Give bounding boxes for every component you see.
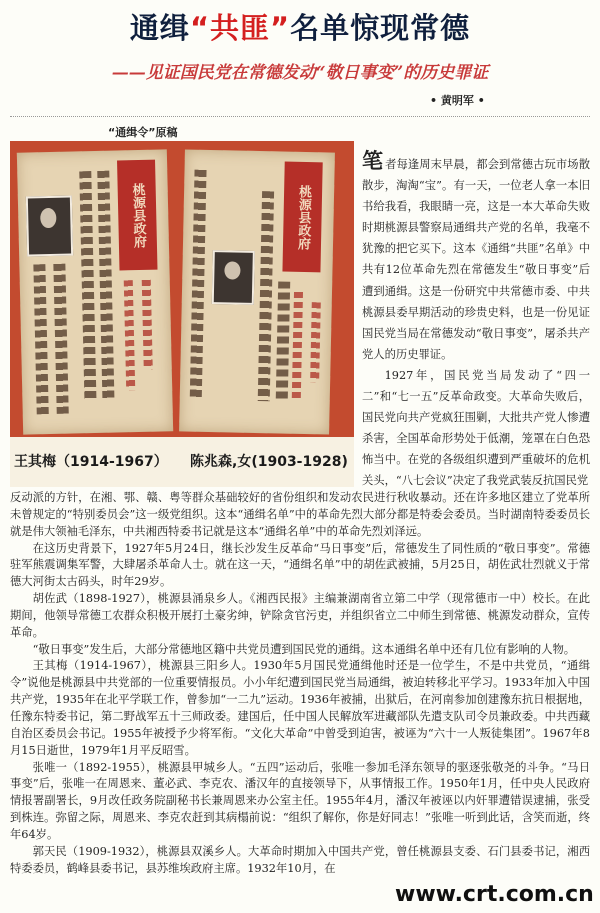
title-prefix: 通缉 — [129, 11, 190, 45]
title-suffix: 名单惊现常德 — [290, 11, 471, 45]
photo-name-bar — [10, 437, 354, 487]
paragraph: 郭天民（1909-1932），桃源县双溪乡人。大革命时期加入中国共产党，曾任桃源县支委、石门县委书记，湘西特委委员，鹤峰县委书记，县苏维埃政府主席。1932年10月，在 — [10, 844, 590, 875]
title-highlight: “共匪” — [189, 11, 291, 45]
article-title — [0, 6, 600, 47]
paragraph: 笔者每逢周末早晨，都会到常德古玩市场散散步，淘淘“宝”。有一天，一位老人拿一本旧书给我看，我眼睛一亮，这是一本大革命失败时期桃源县警察局通缉共产党的名单，我毫不犹豫的把它买下。这本《通缉“共匪”名单》中共有12位革命先烈在常德发生“敬日事变”后遭到通缉。这是一份研究中共常德市委、中共桃源县委早期活动的珍贵史料，也是一份见证国民党当局在常德发动“敬日事变”，屠杀共产党人的历史罪证。 — [362, 148, 590, 361]
wanted-document-left — [17, 149, 173, 434]
paragraph: 1927年，国民党当局发动了“四一二”和“七一五”反革命政变。大革命失败后，国民党向共产党疯狂围剿，大批共产党人惨遭杀害，全国革命形势处于低潮，笼罩在白色恐怖当中。在党的各级组织遭到严重破坏的危机关头，“八七会议”决定了我党武装反抗国民党 — [362, 368, 590, 488]
photo-name-wang-qimei: 王其梅（1914-1967） — [14, 454, 168, 470]
wanted-document-right — [179, 149, 335, 434]
portrait-photo-chen-zhaosen — [212, 250, 255, 305]
paragraph: “敬日事变”发生后，大部分常德地区籍中共党员遭到国民党的通缉。这本通缉名单中还有几位有影响的人物。 — [32, 642, 576, 656]
paragraph: 在这历史背景下，1927年5月24日，继长沙发生反革命“马日事变”后，常德发生了同性质的“敬日事变”。常德驻军熊震调集军警，大肆屠杀革命人士。就在这一天，“通缉名单”中的胡佐武被捕，5月25日，胡佐武壮烈就义于常德大河街太古码头，时年29岁。 — [10, 541, 590, 589]
paragraph: 张唯一（1892-1955），桃源县甲城乡人。“五四”运动后，张唯一参加毛泽东领导的驱逐张敬尧的斗争。“马日事变”后，张唯一在周恩来、董必武、李克农、潘汉年的直接领导下，从事情报工作。1950年1月，任中央人民政府情报署副署长，9月改任政务院副秘书长兼周恩来办公室主任。1955年4月，潘汉年被诬以内奸罪遭错误逮捕，张受到株连。弥留之际，周恩来、李克农赶到其病榻前说：“组织了解你，你是好同志！”张唯一听到此话，含笑而逝，终年64岁。 — [10, 760, 590, 841]
author-byline: • 黄明军 • — [430, 94, 485, 107]
drop-cap: 笔 — [362, 148, 384, 173]
photo-name-chen-zhaosen: 陈兆森,女(1903-1928) — [190, 454, 348, 470]
right-column-text — [362, 150, 590, 492]
article-subtitle: ——见证国民党在常德发动“敬日事变”的历史罪证 — [111, 63, 489, 83]
portrait-photo-wang-qimei — [26, 196, 73, 257]
paragraph: 王其梅（1914-1967），桃源县三阳乡人。1930年5月国民党通缉他时还是一位学生，不是中共党员，“通缉令”说他是桃源县中共党部的一位重要情报员。小小年纪遭到国民党当局通缉，被迫转移北平学习。1933年加入中国共产党，1935年在北平学联工作，曾参加“一二九”运动。1936年被捕，出狱后，在河南参加创建豫东抗日根据地，任豫东特委书记，第二野战军五十三师政委。建国后，任中国人民解放军进藏部队先遣支队司令员兼政委。中共西藏自治区委员会书记。1955年被授予少将军衔。“文化大革命”中曾受到迫害，被诬为“六十一人叛徒集团”。1967年8月15日逝世，1979年1月平反昭雪。 — [10, 659, 590, 757]
document-header-stamp: 桃源县政府 — [117, 160, 157, 271]
document-header-stamp: 桃源县政府 — [282, 162, 322, 273]
wanted-list-photo — [10, 141, 354, 487]
website-url: www.crt.com.cn — [395, 882, 594, 907]
article-body — [10, 490, 590, 877]
paragraph: 反动派的方针，在湘、鄂、赣、粤等群众基础较好的省份组织和发动农民进行秋收暴动。还在许多地区建立了党革所未曾规定的“特别委员会”这一级党组织。这本“通缉名单”中的革命先烈大部分都是特委会委员。当时湖南特委委员长就是伟大领袖毛泽东，中共湘西特委书记就是这本“通缉名单”中的革命先烈刘泽远。 — [10, 491, 590, 538]
paragraph: 胡佐武（1898-1927），桃源县涌泉乡人。《湘西民报》主编兼湖南省立第二中学（现常德市一中）校长。在此期间，他领导常德工农群众积极开展打土豪劣绅，铲除贪官污吏，并组织省立二中师生到常德、桃源发动群众，宣传革命。 — [10, 592, 590, 639]
header-divider — [10, 116, 590, 117]
figure-caption: “通缉令”原稿 — [108, 126, 178, 139]
